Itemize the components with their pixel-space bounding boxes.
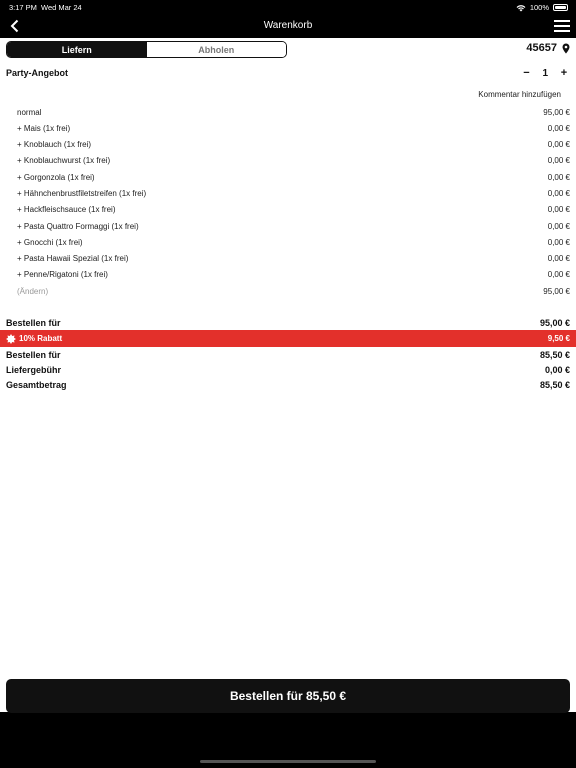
item-price: 0,00 € xyxy=(547,188,570,198)
list-item xyxy=(17,218,570,234)
subtotal-row xyxy=(6,315,570,330)
item-price: 0,00 € xyxy=(547,253,570,263)
cart-content xyxy=(0,38,576,712)
list-item xyxy=(17,185,570,201)
menu-button[interactable] xyxy=(554,18,570,34)
discount-badge-icon xyxy=(6,334,16,344)
item-price: 0,00 € xyxy=(547,139,570,149)
item-name: normal xyxy=(17,107,42,117)
delivery-fee-value: 0,00 € xyxy=(544,364,570,375)
postal-code: 45657 xyxy=(526,42,557,54)
quantity-value: 1 xyxy=(542,67,548,79)
item-name: + Mais (1x frei) xyxy=(17,123,71,133)
battery-percent: 100% xyxy=(529,3,549,12)
tab-liefern[interactable]: Liefern xyxy=(7,42,147,57)
status-right xyxy=(516,3,568,12)
battery-icon xyxy=(553,4,568,11)
list-item xyxy=(17,201,570,217)
product-name: Party-Angebot xyxy=(6,68,69,78)
item-price: 0,00 € xyxy=(547,172,570,182)
edit-row xyxy=(17,283,570,299)
delivery-fee-label: Liefergebühr xyxy=(6,364,62,375)
subtotal-value: 95,00 € xyxy=(539,317,570,328)
delivery-mode-toggle xyxy=(6,41,287,58)
item-price: 0,00 € xyxy=(547,269,570,279)
status-time: 3:17 PM xyxy=(9,3,37,12)
list-item xyxy=(17,104,570,120)
home-indicator xyxy=(200,760,376,763)
status-bar xyxy=(0,0,576,14)
wifi-icon xyxy=(516,4,526,12)
discount-banner xyxy=(0,330,576,347)
item-name: + Pasta Hawaii Spezial (1x frei) xyxy=(17,253,129,263)
item-price: 0,00 € xyxy=(547,221,570,231)
after-discount-label: Bestellen für xyxy=(6,349,61,360)
menu-icon-bar xyxy=(554,25,570,27)
menu-icon xyxy=(554,20,570,22)
item-name: + Hackfleischsauce (1x frei) xyxy=(17,204,116,214)
discount-value: 9,50 € xyxy=(547,334,570,343)
add-comment-link[interactable]: Kommentar hinzufügen xyxy=(478,90,561,99)
order-button[interactable]: Bestellen für 85,50 € xyxy=(6,679,570,713)
decrease-quantity-button[interactable]: − xyxy=(523,67,530,79)
list-item xyxy=(17,169,570,185)
quantity-stepper xyxy=(520,67,570,79)
item-price: 0,00 € xyxy=(547,123,570,133)
list-item xyxy=(17,152,570,168)
total-row xyxy=(6,377,570,392)
item-name: + Gnocchi (1x frei) xyxy=(17,237,83,247)
menu-icon-bar xyxy=(554,30,570,32)
delivery-fee-row xyxy=(6,362,570,377)
discount-label-group xyxy=(6,334,62,344)
list-item xyxy=(17,234,570,250)
item-price: 0,00 € xyxy=(547,237,570,247)
status-date: Wed Mar 24 xyxy=(41,3,82,12)
item-name: + Pasta Quattro Formaggi (1x frei) xyxy=(17,221,139,231)
item-name: + Gorgonzola (1x frei) xyxy=(17,172,95,182)
discount-label: 10% Rabatt xyxy=(19,334,63,343)
total-label: Gesamtbetrag xyxy=(6,379,67,390)
nav-bar xyxy=(0,14,576,38)
tab-abholen[interactable]: Abholen xyxy=(147,42,287,57)
after-discount-row xyxy=(6,347,570,362)
item-name: + Knoblauch (1x frei) xyxy=(17,139,92,149)
after-discount-value: 85,50 € xyxy=(539,349,570,360)
list-item xyxy=(17,266,570,282)
list-item xyxy=(17,250,570,266)
item-price: 95,00 € xyxy=(543,107,570,117)
increase-quantity-button[interactable]: + xyxy=(560,67,568,79)
item-price: 0,00 € xyxy=(547,204,570,214)
list-item xyxy=(17,136,570,152)
item-name: + Knoblauchwurst (1x frei) xyxy=(17,155,111,165)
item-price: 0,00 € xyxy=(547,155,570,165)
list-item xyxy=(17,120,570,136)
item-name: + Penne/Rigatoni (1x frei) xyxy=(17,269,108,279)
subtotal-label: Bestellen für xyxy=(6,317,61,328)
total-value: 85,50 € xyxy=(539,379,570,390)
edit-link[interactable]: (Ändern) xyxy=(17,286,49,296)
edit-price: 95,00 € xyxy=(543,286,570,296)
page-title: Warenkorb xyxy=(263,20,313,31)
location-pin-icon xyxy=(562,43,570,54)
postal-code-selector[interactable] xyxy=(526,42,570,54)
item-name: + Hähnchenbrustfiletstreifen (1x frei) xyxy=(17,188,147,198)
